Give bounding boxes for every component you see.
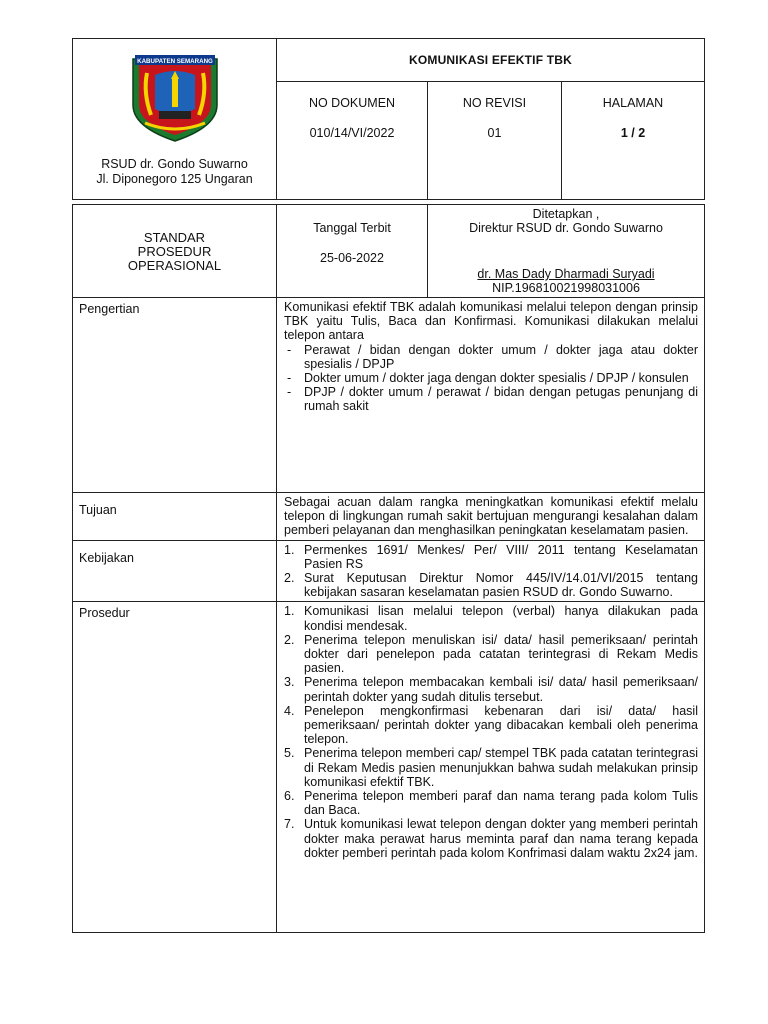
list-item: - DPJP / dokter umum / perawat / bidan dengan petugas penunjang di rumah sakit xyxy=(284,385,698,413)
sop-title-line: STANDAR xyxy=(143,230,206,245)
kabupaten-semarang-logo xyxy=(125,53,225,143)
hospital-name: RSUD dr. Gondo Suwarno xyxy=(101,157,248,171)
list-item: 1. Komunikasi lisan melalui telepon (verbal) hanya dilakukan pada kondisi mendesak. xyxy=(284,604,698,633)
list-item-text: Komunikasi lisan melalui telepon (verbal) hanya dilakukan pada kondisi mendesak. xyxy=(304,604,698,633)
hospital-address: Jl. Diponegoro 125 Ungaran xyxy=(96,172,253,186)
list-item-text: Penerima telepon memberi cap/ stempel TBK pada catatan terintegrasi di Rekam Medis pasien menunjukkan bahwa sudah melakukan prinsip komunikasi efektif TBK. xyxy=(304,746,698,789)
no-dokumen-cell xyxy=(277,82,428,200)
no-dokumen-label: NO DOKUMEN xyxy=(308,96,396,110)
tanggal-terbit-value: 25-06-2022 xyxy=(320,251,384,265)
tanggal-terbit-cell xyxy=(277,205,428,298)
kebijakan-list xyxy=(284,543,698,600)
ditetapkan-text: Ditetapkan , xyxy=(532,207,600,221)
ditetapkan-cell xyxy=(428,205,705,298)
svg-text:KABUPATEN SEMARANG: KABUPATEN SEMARANG xyxy=(137,58,213,65)
sop-title-line: PROSEDUR xyxy=(137,244,212,259)
prosedur-content xyxy=(277,602,705,933)
sop-document xyxy=(72,38,705,933)
signer-nip: NIP.196810021998031006 xyxy=(492,281,640,295)
logo-cell xyxy=(73,39,277,200)
approval-block xyxy=(428,207,704,235)
list-item: 5. Penerima telepon memberi cap/ stempel TBK pada catatan terintegrasi di Rekam Medis pasien menunjukkan bahwa sudah melakukan prinsip komunikasi efektif TBK. xyxy=(284,746,698,789)
halaman-cell xyxy=(562,82,705,200)
list-item: 2. Penerima telepon menuliskan isi/ data/ hasil pemeriksaan/ perintah dokter dari penelepon pada catatan terintegrasi di Rekam Medis pasien. xyxy=(284,632,698,676)
header-table xyxy=(72,38,705,200)
list-item: 6. Penerima telepon memberi paraf dan nama terang pada kolom Tulis dan Baca. xyxy=(284,789,698,818)
list-item-text: Penerima telepon membacakan kembali isi/ data/ hasil pemeriksaan/ perintah dokter yang sudah ditulis tersebut. xyxy=(304,675,698,704)
document-title: KOMUNIKASI EFEKTIF TBK xyxy=(277,39,705,82)
list-item: - Perawat / bidan dengan dokter umum / dokter jaga atau dokter spesialis / DPJP xyxy=(284,343,698,371)
list-item-text: Penelepon mengkonfirmasi kebenaran dari isi/ data/ hasil pemeriksaan/ perintah dokter yang dibacakan kembali oleh penerima telepon. xyxy=(304,703,698,747)
list-item-text: Permenkes 1691/ Menkes/ Per/ VIII/ 2011 tentang Keselamatan Pasien RS xyxy=(304,542,698,571)
list-item-text: Penerima telepon menuliskan isi/ data/ hasil pemeriksaan/ perintah dokter dari penelepon pada catatan terintegrasi di Rekam Medis pasien. xyxy=(304,632,698,676)
pengertian-list xyxy=(284,343,698,414)
kebijakan-label: Kebijakan xyxy=(73,540,277,602)
halaman-label: HALAMAN xyxy=(602,96,664,110)
kebijakan-content xyxy=(277,540,705,602)
no-revisi-cell xyxy=(428,82,562,200)
hospital-info xyxy=(73,157,276,187)
pengertian-label: Pengertian xyxy=(73,298,277,493)
list-item-text: Surat Keputusan Direktur Nomor 445/IV/14.01/VI/2015 tentang kebijakan sasaran keselamatan pasien RSUD dr. Gondo Suwarno. xyxy=(304,571,698,600)
sop-title-cell xyxy=(73,205,277,298)
sop-table xyxy=(72,204,705,933)
signer-block xyxy=(428,267,704,295)
list-item: 4. Penelepon mengkonfirmasi kebenaran dari isi/ data/ hasil pemeriksaan/ perintah dokter yang dibacakan kembali oleh penerima telepon. xyxy=(284,703,698,747)
sop-title-line: OPERASIONAL xyxy=(127,258,222,273)
no-dokumen-value: 010/14/VI/2022 xyxy=(309,126,395,140)
halaman-value: 1 / 2 xyxy=(620,126,646,140)
list-item: 1. Permenkes 1691/ Menkes/ Per/ VIII/ 2011 tentang Keselamatan Pasien RS xyxy=(284,542,698,571)
direktur-text: Direktur RSUD dr. Gondo Suwarno xyxy=(469,221,663,235)
tujuan-label: Tujuan xyxy=(73,493,277,541)
no-revisi-label: NO REVISI xyxy=(462,96,527,110)
pengertian-content xyxy=(277,298,705,493)
no-revisi-value: 01 xyxy=(487,126,502,140)
prosedur-list xyxy=(284,604,698,860)
prosedur-label: Prosedur xyxy=(73,602,277,933)
list-item: 3. Penerima telepon membacakan kembali isi/ data/ hasil pemeriksaan/ perintah dokter yang sudah ditulis tersebut. xyxy=(284,675,698,704)
signer-name: dr. Mas Dady Dharmadi Suryadi xyxy=(477,267,655,281)
list-item: 7. Untuk komunikasi lewat telepon dengan dokter yang memberi perintah dokter maka perawat harus meminta paraf dan nama terang kepada dokter pemberi perintah pada kolom Konfrimasi dalam waktu 2x24 jam. xyxy=(284,817,698,860)
list-item: 2. Surat Keputusan Direktur Nomor 445/IV/14.01/VI/2015 tentang kebijakan sasaran keselamatan pasien RSUD dr. Gondo Suwarno. xyxy=(284,571,698,600)
list-item-text: Penerima telepon memberi paraf dan nama terang pada kolom Tulis dan Baca. xyxy=(304,789,698,818)
tujuan-content: Sebagai acuan dalam rangka meningkatkan komunikasi efektif melalu telepon di lingkungan rumah sakit bertujuan mengurangi kesalahan dalam pemberi pelayanan dan menghasilkan peningkatan keselamatam pasien. xyxy=(277,493,705,541)
tanggal-terbit-label: Tanggal Terbit xyxy=(313,221,391,235)
sop-title xyxy=(73,231,276,273)
list-item: - Dokter umum / dokter jaga dengan dokter spesialis / DPJP / konsulen xyxy=(284,371,698,385)
list-item-text: Untuk komunikasi lewat telepon dengan dokter yang memberi perintah dokter maka perawat harus meminta paraf dan nama terang kepada dokter pemberi perintah pada kolom Konfrimasi dalam waktu 2x24 jam. xyxy=(304,817,698,860)
pengertian-intro: Komunikasi efektif TBK adalah komunikasi melalui telepon dengan prinsip TBK yaitu Tulis, Baca dan Konfirmasi. Komunikasi dilakukan melalui telepon antara xyxy=(284,300,698,343)
